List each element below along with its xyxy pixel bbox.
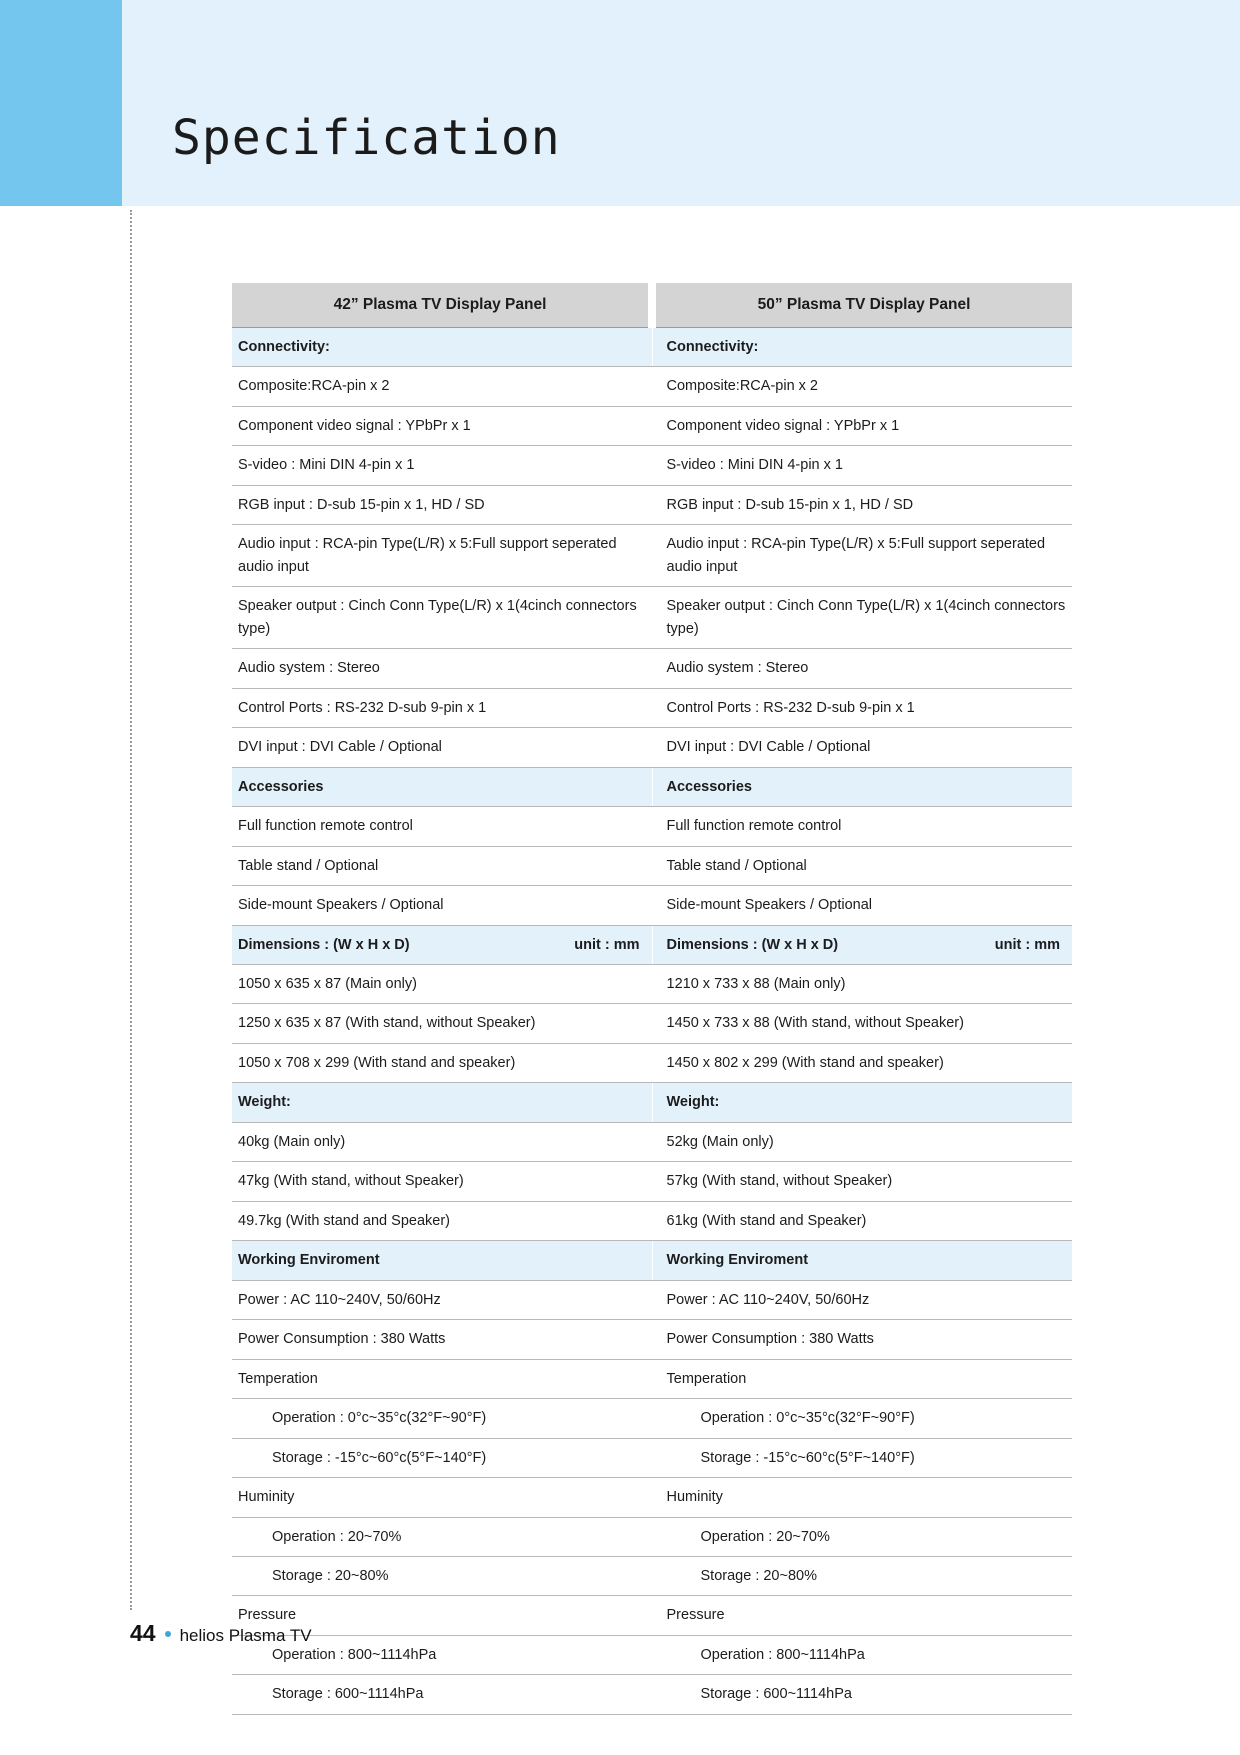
table-row <box>232 688 1072 727</box>
dimensions-heading <box>238 934 646 956</box>
table-row <box>232 485 1072 524</box>
table-cell-left: Audio system : Stereo <box>232 649 652 688</box>
table-cell-left: 1050 x 708 x 299 (With stand and speaker) <box>232 1043 652 1082</box>
table-cell-right: Weight: <box>652 1083 1072 1122</box>
table-cell-right <box>652 1517 1072 1556</box>
table-row <box>232 767 1072 806</box>
table-cell-indented-text: Storage : 600~1114hPa <box>700 1686 852 1703</box>
table-cell-right <box>652 925 1072 964</box>
page-title: Specification <box>172 110 561 166</box>
table-cell-left: 47kg (With stand, without Speaker) <box>232 1162 652 1201</box>
table-cell-left <box>232 1438 652 1477</box>
table-row <box>232 886 1072 925</box>
table-cell-right: 1210 x 733 x 88 (Main only) <box>652 964 1072 1003</box>
table-row <box>232 1241 1072 1280</box>
table-cell-right <box>652 1635 1072 1674</box>
table-cell-left: Connectivity: <box>232 328 652 367</box>
table-cell-indented-text: Storage : -15°c~60°c(5°F~140°F) <box>700 1449 915 1466</box>
table-cell-left: RGB input : D-sub 15-pin x 1, HD / SD <box>232 485 652 524</box>
table-row <box>232 846 1072 885</box>
table-cell-right: Audio input : RCA-pin Type(L/R) x 5:Full support seperated audio input <box>652 525 1072 587</box>
table-row <box>232 925 1072 964</box>
table-row <box>232 1320 1072 1359</box>
table-cell-left: Pressure <box>232 1596 652 1635</box>
table-row <box>232 406 1072 445</box>
table-cell-right <box>652 1675 1072 1714</box>
table-cell-right: DVI input : DVI Cable / Optional <box>652 728 1072 767</box>
table-row <box>232 1122 1072 1161</box>
table-cell-right: Power Consumption : 380 Watts <box>652 1320 1072 1359</box>
table-cell-left <box>232 1399 652 1438</box>
dimensions-unit: unit : mm <box>994 936 1060 953</box>
table-row <box>232 728 1072 767</box>
table-cell-indented-text: Storage : 20~80% <box>272 1568 389 1585</box>
table-cell-left: S-video : Mini DIN 4-pin x 1 <box>232 446 652 485</box>
table-row <box>232 1635 1072 1674</box>
table-cell-right: 61kg (With stand and Speaker) <box>652 1201 1072 1240</box>
bullet-dot-icon <box>165 1631 171 1637</box>
table-row <box>232 1201 1072 1240</box>
table-cell-right: RGB input : D-sub 15-pin x 1, HD / SD <box>652 485 1072 524</box>
table-cell-right: 1450 x 802 x 299 (With stand and speaker) <box>652 1043 1072 1082</box>
table-cell-indented-text: Operation : 800~1114hPa <box>272 1646 437 1663</box>
table-cell-right: Pressure <box>652 1596 1072 1635</box>
table-cell-left: 1050 x 635 x 87 (Main only) <box>232 964 652 1003</box>
page-number: 44 <box>130 1620 156 1646</box>
table-cell-left: 40kg (Main only) <box>232 1122 652 1161</box>
table-cell-indented-text: Storage : -15°c~60°c(5°F~140°F) <box>272 1449 487 1466</box>
table-cell-right: Temperation <box>652 1359 1072 1398</box>
table-cell-right: Side-mount Speakers / Optional <box>652 886 1072 925</box>
table-cell-right: Control Ports : RS-232 D-sub 9-pin x 1 <box>652 688 1072 727</box>
table-cell-indented-text: Operation : 20~70% <box>700 1528 830 1545</box>
table-cell-right: Working Enviroment <box>652 1241 1072 1280</box>
table-row <box>232 1675 1072 1714</box>
table-cell-right: 52kg (Main only) <box>652 1122 1072 1161</box>
table-row <box>232 964 1072 1003</box>
table-cell-left: Speaker output : Cinch Conn Type(L/R) x 1(4cinch connectors type) <box>232 587 652 649</box>
table-cell-left: Audio input : RCA-pin Type(L/R) x 5:Full support seperated audio input <box>232 525 652 587</box>
table-cell-left: 1250 x 635 x 87 (With stand, without Speaker) <box>232 1004 652 1043</box>
table-row <box>232 367 1072 406</box>
table-cell-right: Speaker output : Cinch Conn Type(L/R) x 1(4cinch connectors type) <box>652 587 1072 649</box>
table-cell-left: Weight: <box>232 1083 652 1122</box>
table-row <box>232 1359 1072 1398</box>
table-cell-indented-text: Operation : 800~1114hPa <box>700 1646 865 1663</box>
table-cell-right <box>652 1399 1072 1438</box>
table-cell-left <box>232 1557 652 1596</box>
table-cell-left: Temperation <box>232 1359 652 1398</box>
table-row <box>232 1399 1072 1438</box>
table-cell-right <box>652 1438 1072 1477</box>
table-cell-left: Composite:RCA-pin x 2 <box>232 367 652 406</box>
table-cell-left: Component video signal : YPbPr x 1 <box>232 406 652 445</box>
table-cell-right: S-video : Mini DIN 4-pin x 1 <box>652 446 1072 485</box>
table-row <box>232 649 1072 688</box>
table-cell-left: Control Ports : RS-232 D-sub 9-pin x 1 <box>232 688 652 727</box>
table-cell-right: Table stand / Optional <box>652 846 1072 885</box>
footer <box>130 1620 312 1647</box>
table-cell-right: Power : AC 110~240V, 50/60Hz <box>652 1280 1072 1319</box>
table-cell-left: DVI input : DVI Cable / Optional <box>232 728 652 767</box>
table-row <box>232 1004 1072 1043</box>
dotted-vertical-rule <box>130 210 132 1610</box>
dimensions-heading <box>667 934 1067 956</box>
table-cell-right: Connectivity: <box>652 328 1072 367</box>
table-row <box>232 587 1072 649</box>
table-cell-right: 1450 x 733 x 88 (With stand, without Speaker) <box>652 1004 1072 1043</box>
table-cell-left: Power : AC 110~240V, 50/60Hz <box>232 1280 652 1319</box>
table-cell-indented-text: Operation : 20~70% <box>272 1528 402 1545</box>
table-row <box>232 1478 1072 1517</box>
table-cell-right: Huminity <box>652 1478 1072 1517</box>
dimensions-unit: unit : mm <box>574 936 640 953</box>
table-cell-right: Component video signal : YPbPr x 1 <box>652 406 1072 445</box>
table-row <box>232 1438 1072 1477</box>
table-row <box>232 1043 1072 1082</box>
table-cell-left: Accessories <box>232 767 652 806</box>
table-cell-left: 49.7kg (With stand and Speaker) <box>232 1201 652 1240</box>
table-cell-left: Working Enviroment <box>232 1241 652 1280</box>
dimensions-label: Dimensions : (W x H x D) <box>666 936 839 953</box>
footer-label: helios Plasma TV <box>179 1626 312 1645</box>
table-cell-right: Audio system : Stereo <box>652 649 1072 688</box>
table-row <box>232 807 1072 846</box>
table-cell-left: Side-mount Speakers / Optional <box>232 886 652 925</box>
table-row <box>232 1596 1072 1635</box>
header-band <box>0 0 1240 206</box>
table-row <box>232 1280 1072 1319</box>
table-cell-left: Huminity <box>232 1478 652 1517</box>
table-cell-indented-text: Operation : 0°c~35°c(32°F~90°F) <box>700 1410 915 1427</box>
table-row <box>232 446 1072 485</box>
table-cell-indented-text: Storage : 600~1114hPa <box>272 1686 424 1703</box>
specification-table <box>232 283 1072 1715</box>
table-row <box>232 1083 1072 1122</box>
table-cell-left <box>232 1517 652 1556</box>
table-cell-right: Full function remote control <box>652 807 1072 846</box>
table-row <box>232 525 1072 587</box>
header-accent-bar <box>0 0 122 206</box>
table-cell-right: Accessories <box>652 767 1072 806</box>
table-row <box>232 328 1072 367</box>
dimensions-label: Dimensions : (W x H x D) <box>238 936 410 953</box>
table-row <box>232 1162 1072 1201</box>
table-cell-left: Full function remote control <box>232 807 652 846</box>
table-cell-right <box>652 1557 1072 1596</box>
table-row <box>232 1557 1072 1596</box>
table-header-row <box>232 283 1072 328</box>
table-cell-left <box>232 925 652 964</box>
table-column-header: 50” Plasma TV Display Panel <box>652 283 1072 328</box>
table-cell-left: Power Consumption : 380 Watts <box>232 1320 652 1359</box>
table-cell-left: Table stand / Optional <box>232 846 652 885</box>
table-cell-left <box>232 1675 652 1714</box>
table-cell-right: Composite:RCA-pin x 2 <box>652 367 1072 406</box>
table-column-header: 42” Plasma TV Display Panel <box>232 283 652 328</box>
table-cell-indented-text: Operation : 0°c~35°c(32°F~90°F) <box>272 1410 487 1427</box>
table-row <box>232 1517 1072 1556</box>
table-cell-right: 57kg (With stand, without Speaker) <box>652 1162 1072 1201</box>
table-cell-indented-text: Storage : 20~80% <box>700 1568 817 1585</box>
